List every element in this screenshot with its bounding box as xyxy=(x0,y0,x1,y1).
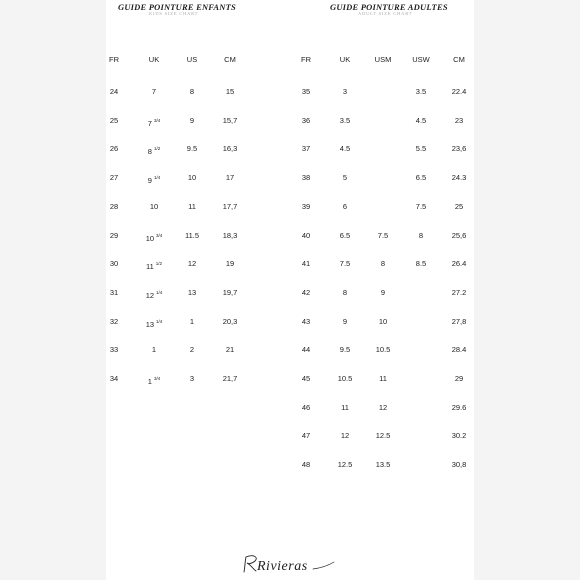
adults-cell-uk: 12.5 xyxy=(337,460,353,470)
kids-header-fr: FR xyxy=(109,55,119,64)
adults-cell-usm: 7.5 xyxy=(377,230,389,240)
rivieras-logo xyxy=(243,553,335,575)
adults-cell-usm: 12 xyxy=(378,402,388,412)
kids-cell-fr: 33 xyxy=(109,345,119,355)
kids-cell-fr: 25 xyxy=(109,115,119,125)
kids-cell-uk xyxy=(137,144,171,157)
adults-header-fr: FR xyxy=(301,55,311,64)
adults-cell-usw: 4.5 xyxy=(415,115,427,125)
adults-cell-uk: 9 xyxy=(342,316,348,326)
adults-cell-uk: 10.5 xyxy=(337,374,353,383)
adults-cell-cm: 23,6 xyxy=(451,144,467,154)
adults-cell-uk: 7.5 xyxy=(339,259,351,269)
adults-cell-uk: 12 xyxy=(340,431,350,441)
adults-cell-usm: 12.5 xyxy=(375,431,391,441)
kids-cell-uk xyxy=(137,374,171,387)
uk-size-fraction: 3/4 xyxy=(156,232,163,238)
adults-header-uk: UK xyxy=(339,55,351,64)
kids-cell-us: 9 xyxy=(189,115,195,125)
adults-cell-usm: 10.5 xyxy=(375,345,391,355)
kids-cell-cm: 15,7 xyxy=(222,115,238,125)
kids-cell-uk xyxy=(137,317,171,330)
adults-cell-usm: 13.5 xyxy=(375,460,391,470)
adults-cell-usw: 8.5 xyxy=(415,259,427,269)
kids-header-cm: CM xyxy=(224,55,236,64)
adults-cell-cm: 30,8 xyxy=(451,460,467,470)
kids-cell-us: 2 xyxy=(189,345,195,355)
uk-size-fraction: 1/4 xyxy=(156,289,163,295)
adults-cell-uk: 3 xyxy=(342,87,348,96)
adults-cell-cm: 28.4 xyxy=(451,345,467,355)
uk-size-fraction: 3/4 xyxy=(153,376,161,381)
kids-cell-uk: 7 xyxy=(151,87,157,96)
kids-cell-us: 12 xyxy=(187,259,197,269)
kids-cell-uk xyxy=(137,231,171,244)
adults-cell-fr: 44 xyxy=(301,345,311,355)
adults-cell-usw: 3.5 xyxy=(415,87,427,96)
kids-cell-uk xyxy=(137,288,171,301)
uk-size-whole: 10 xyxy=(145,233,155,243)
adults-cell-cm: 25,6 xyxy=(451,230,467,240)
adults-cell-fr: 43 xyxy=(301,316,311,326)
adults-cell-uk: 6 xyxy=(342,201,348,211)
uk-size-whole: 13 xyxy=(145,319,155,329)
kids-cell-fr: 26 xyxy=(109,144,119,154)
kids-cell-fr: 30 xyxy=(109,259,119,269)
adults-header-cm: CM xyxy=(453,55,465,64)
adults-cell-fr: 35 xyxy=(301,87,311,96)
kids-cell-cm: 21 xyxy=(225,345,235,355)
kids-cell-cm: 20,3 xyxy=(222,316,238,326)
adults-cell-usw: 7.5 xyxy=(415,201,427,211)
kids-cell-us: 13 xyxy=(187,287,197,297)
adults-cell-uk: 8 xyxy=(342,287,348,297)
adults-cell-fr: 39 xyxy=(301,201,311,211)
uk-size-fraction: 1/2 xyxy=(153,146,161,152)
adults-cell-usm: 8 xyxy=(380,259,386,269)
uk-size-fraction: 1/4 xyxy=(153,175,161,181)
adults-cell-usw: 5.5 xyxy=(415,144,427,154)
uk-size-whole: 9 xyxy=(147,176,152,186)
adults-cell-cm: 27.2 xyxy=(451,287,467,297)
kids-cell-us: 8 xyxy=(189,87,195,96)
adults-cell-cm: 29 xyxy=(454,374,464,383)
kids-chart-subtitle: KIDS SIZE CHART xyxy=(149,11,199,16)
adults-cell-usw: 6.5 xyxy=(415,173,427,183)
kids-cell-cm: 15 xyxy=(225,87,235,96)
adults-cell-fr: 41 xyxy=(301,259,311,269)
kids-cell-us: 1 xyxy=(189,316,195,326)
adults-cell-fr: 38 xyxy=(301,173,311,183)
kids-cell-cm: 17,7 xyxy=(222,201,238,211)
kids-cell-uk xyxy=(137,116,171,129)
brand-wordmark: Rivieras xyxy=(257,559,308,574)
adults-cell-cm: 27,8 xyxy=(451,316,467,326)
uk-size-fraction: 1/2 xyxy=(155,261,163,267)
adults-cell-fr: 40 xyxy=(301,230,311,240)
kids-cell-fr: 32 xyxy=(109,316,119,326)
uk-size-whole: 7 xyxy=(147,118,152,128)
adults-cell-cm: 30.2 xyxy=(451,431,467,441)
kids-cell-fr: 27 xyxy=(109,173,119,183)
adults-chart-title: GUIDE POINTURE ADULTES xyxy=(330,2,448,12)
adults-cell-uk: 6.5 xyxy=(339,230,351,240)
adults-cell-uk: 3.5 xyxy=(339,115,351,125)
adults-cell-cm: 29.6 xyxy=(451,402,467,412)
kids-cell-us: 11.5 xyxy=(184,230,200,240)
adults-cell-usw: 8 xyxy=(418,230,424,240)
adults-cell-fr: 45 xyxy=(301,374,311,383)
adults-cell-usm: 9 xyxy=(380,287,386,297)
kids-cell-us: 9.5 xyxy=(186,144,198,154)
adults-cell-fr: 46 xyxy=(301,402,311,412)
uk-size-fraction: 1/4 xyxy=(156,318,163,324)
kids-cell-uk: 1 xyxy=(151,345,157,355)
adults-header-usw: USW xyxy=(412,55,430,64)
adults-chart-subtitle: ADULT SIZE CHART xyxy=(358,11,413,16)
kids-cell-cm: 18,3 xyxy=(222,230,238,240)
uk-size-whole: 11 xyxy=(145,262,154,272)
uk-size-whole: 8 xyxy=(147,147,152,157)
kids-cell-uk: 10 xyxy=(149,201,159,211)
kids-cell-us: 3 xyxy=(189,374,195,383)
kids-cell-fr: 34 xyxy=(109,374,119,383)
adults-cell-uk: 9.5 xyxy=(339,345,351,355)
adults-cell-usm: 10 xyxy=(378,316,388,326)
kids-cell-cm: 21,7 xyxy=(222,374,238,383)
kids-cell-fr: 29 xyxy=(109,230,119,240)
adults-cell-cm: 26.4 xyxy=(451,259,467,269)
kids-cell-fr: 28 xyxy=(109,201,119,211)
adults-cell-fr: 47 xyxy=(301,431,311,441)
kids-cell-fr: 31 xyxy=(109,287,119,297)
adults-cell-uk: 11 xyxy=(341,402,349,412)
adults-cell-fr: 36 xyxy=(301,115,311,125)
uk-size-whole: 1 xyxy=(147,377,152,386)
adults-cell-fr: 48 xyxy=(301,460,311,470)
adults-cell-fr: 42 xyxy=(301,287,311,297)
kids-cell-cm: 19,7 xyxy=(222,287,238,297)
kids-cell-fr: 24 xyxy=(109,87,119,96)
kids-chart-title: GUIDE POINTURE ENFANTS xyxy=(118,2,236,12)
adults-cell-cm: 22.4 xyxy=(451,87,467,96)
kids-cell-uk xyxy=(137,173,171,186)
adults-cell-cm: 23 xyxy=(454,115,464,125)
kids-header-uk: UK xyxy=(148,55,160,64)
kids-cell-cm: 19 xyxy=(225,259,235,269)
adults-cell-uk: 4.5 xyxy=(339,144,351,154)
adults-cell-usm: 11 xyxy=(379,374,387,383)
adults-cell-fr: 37 xyxy=(301,144,311,154)
kids-cell-us: 11 xyxy=(188,201,196,211)
kids-header-us: US xyxy=(186,55,198,64)
uk-size-whole: 12 xyxy=(145,290,155,300)
adults-header-usm: USM xyxy=(374,55,392,64)
kids-cell-uk xyxy=(137,259,171,272)
adults-cell-cm: 25 xyxy=(454,201,464,211)
kids-cell-us: 10 xyxy=(187,173,197,183)
uk-size-fraction: 3/4 xyxy=(153,117,161,123)
kids-cell-cm: 16,3 xyxy=(222,144,238,154)
adults-cell-uk: 5 xyxy=(342,173,348,183)
adults-cell-cm: 24.3 xyxy=(451,173,467,183)
kids-cell-cm: 17 xyxy=(225,173,235,183)
